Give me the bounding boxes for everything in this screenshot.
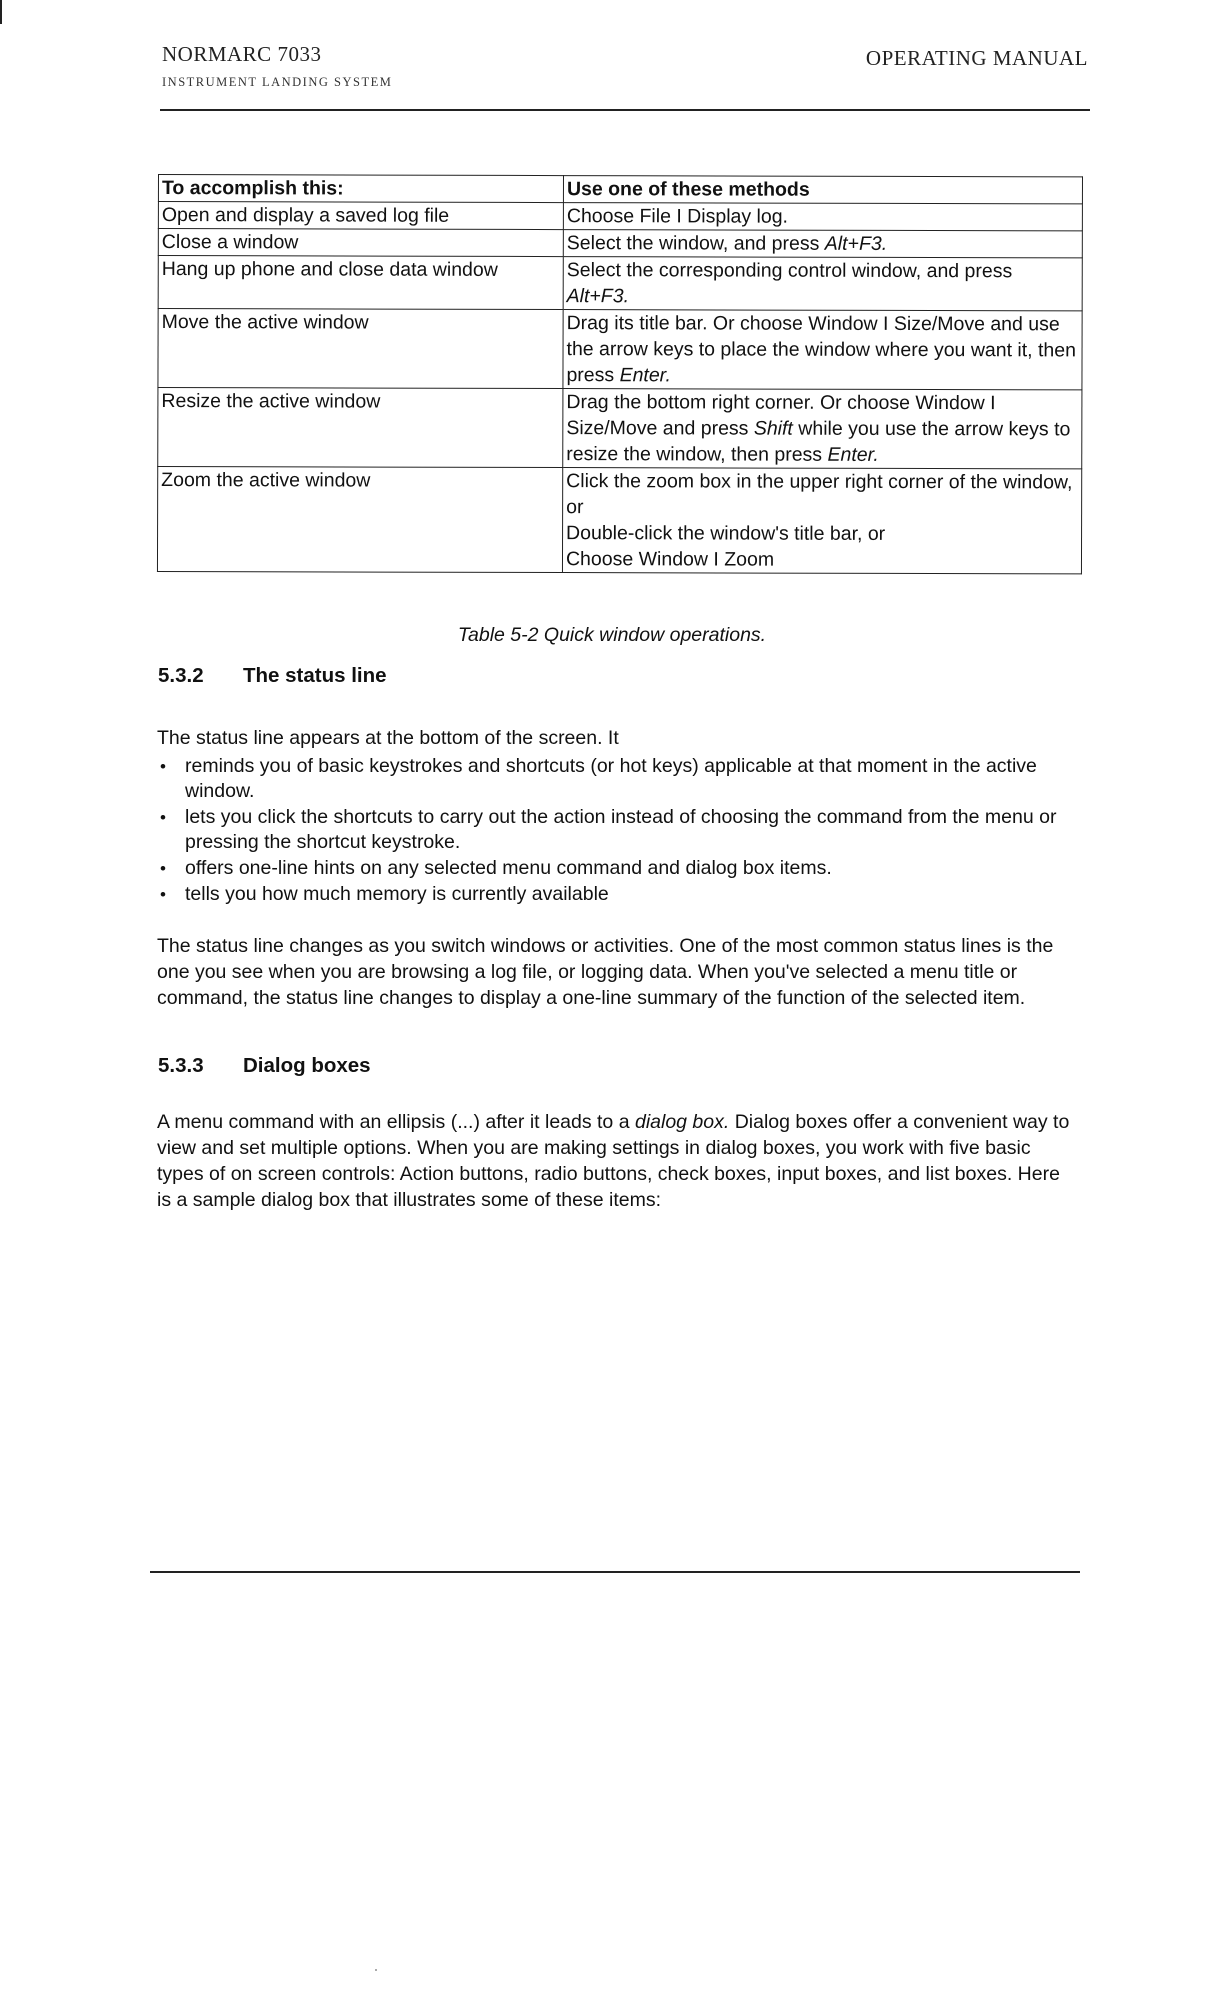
table-row [158, 229, 1082, 258]
section-title: Dialog boxes [243, 1054, 371, 1077]
scan-speck [375, 1969, 377, 1971]
task-cell: Open and display a saved log file [158, 202, 563, 230]
quick-window-operations-table [157, 174, 1083, 574]
list-item: • reminds you of basic keystrokes and shortcuts (or hot keys) applicable at that moment in the active window. [157, 754, 1072, 804]
task-cell: Move the active window [158, 309, 563, 389]
table-header-method: Use one of these methods [563, 176, 1082, 204]
table-caption: Table 5-2 Quick window operations. [457, 624, 767, 646]
section-heading-dialog-boxes [158, 1054, 371, 1078]
method-cell: Drag the bottom right corner. Or choose Window I Size/Move and press Shift while you use the arrow keys to resize the window, then press Enter. [563, 389, 1082, 469]
header-left [162, 42, 392, 90]
table-row [157, 467, 1081, 574]
table-row [158, 256, 1082, 311]
header-subtitle: INSTRUMENT LANDING SYSTEM [162, 75, 393, 89]
status-line-bullet-list [157, 754, 1072, 908]
footer-divider [150, 1571, 1080, 1573]
method-cell: Click the zoom box in the upper right corner of the window, or Double-click the window's title bar, or Choose Window I Zoom [562, 468, 1081, 574]
table-header-task: To accomplish this: [158, 175, 563, 203]
table-header-row [158, 175, 1082, 204]
method-cell: Select the corresponding control window, and press Alt+F3. [563, 257, 1082, 311]
section-title: The status line [243, 664, 387, 687]
section-number: 5.3.3 [158, 1054, 204, 1077]
table-row [158, 388, 1082, 469]
method-cell: Choose File I Display log. [563, 203, 1082, 231]
task-cell: Zoom the active window [157, 467, 562, 573]
table-row [158, 202, 1082, 231]
task-cell: Close a window [158, 229, 563, 257]
header-divider [160, 109, 1090, 111]
header-right: OPERATING MANUAL [865, 46, 1088, 70]
status-line-paragraph: The status line changes as you switch windows or activities. One of the most common status lines is the one you see when you are browsing a log file, or logging data. When you've selected a menu title or command, the status line changes to display a one-line summary of the function of the selected item. [157, 935, 1054, 1009]
list-item: • offers one-line hints on any selected menu command and dialog box items. [157, 856, 1072, 881]
section-heading-status-line [158, 664, 387, 688]
dialog-boxes-paragraph: A menu command with an ellipsis (...) after it leads to a dialog box. Dialog boxes offer a convenient way to view and set multiple options. When you are making settings in dialog boxes, you work with five basic types of on screen controls: Action buttons, radio buttons, check boxes, input boxes, and list boxes. Here is a sample dialog box that illustrates some of these items: [157, 1111, 1070, 1211]
header-title: NORMARC 7033 [162, 42, 322, 66]
list-item: • lets you click the shortcuts to carry out the action instead of choosing the command from the menu or pressing the shortcut keystroke. [157, 805, 1072, 855]
table-row [158, 309, 1082, 390]
section-number: 5.3.2 [158, 664, 204, 687]
method-cell: Select the window, and press Alt+F3. [563, 230, 1082, 258]
scan-edge-mark [0, 0, 2, 24]
list-item: • tells you how much memory is currently available [157, 882, 1072, 907]
task-cell: Resize the active window [158, 388, 563, 468]
method-cell: Drag its title bar. Or choose Window I Size/Move and use the arrow keys to place the window where you want it, then press Enter. [563, 310, 1082, 390]
table-body [157, 202, 1082, 574]
status-line-intro: The status line appears at the bottom of the screen. It [157, 727, 619, 749]
task-cell: Hang up phone and close data window [158, 256, 563, 310]
